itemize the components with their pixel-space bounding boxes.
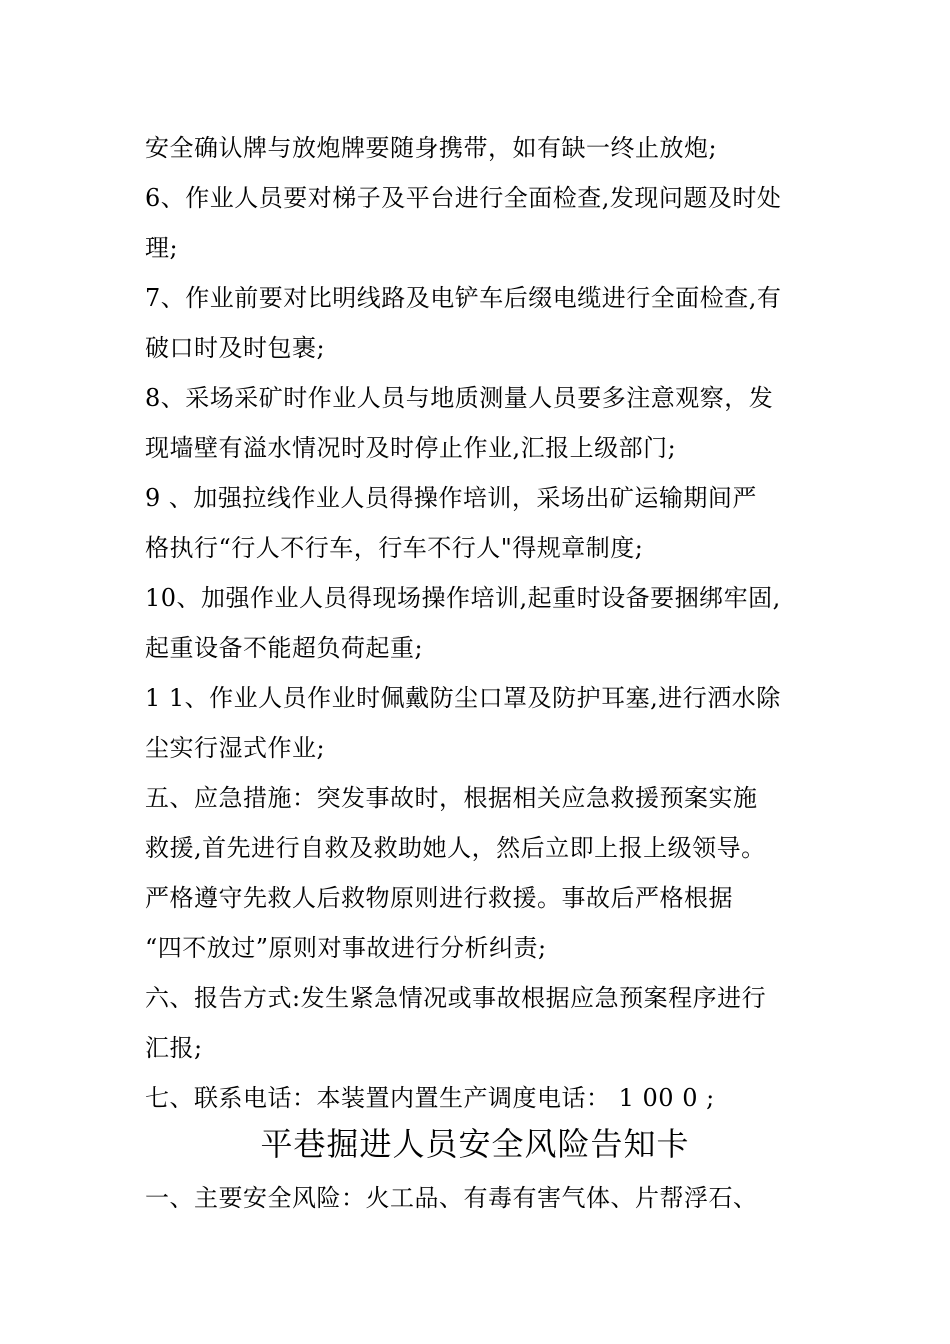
text-line-5: 破口时及时包裹; [145, 334, 326, 362]
text-line-14: 五、应急措施：突发事故时，根据相关应急救援预案实施 [145, 784, 758, 812]
text-line-1: 安全确认牌与放炮牌要随身携带，如有缺一终止放炮; [145, 134, 718, 162]
text-line-20: 七、联系电话：本装置内置生产调度电话： 1 00 0 ; [145, 1084, 715, 1112]
text-line-17: “四不放过”原则对事故进行分析纠责; [145, 934, 547, 962]
text-line-16: 严格遵守先救人后救物原则进行救援。事故后严格根据 [145, 884, 733, 912]
text-line-6: 8、采场采矿时作业人员与地质测量人员要多注意观察，发 [145, 384, 774, 412]
text-line-18: 六、报告方式:发生紧急情况或事故根据应急预案程序进行 [145, 984, 767, 1012]
text-line-11: 起重设备不能超负荷起重; [145, 634, 424, 662]
text-line-15: 救援,首先进行自救及救助她人，然后立即上报上级领导。 [145, 834, 766, 862]
text-line-7: 现墙壁有溢水情况时及时停止作业,汇报上级部门; [145, 434, 677, 462]
text-line-10: 10、加强作业人员得现场操作培训,起重时设备要捆绑牢固, [145, 584, 781, 612]
section-title: 平巷掘进人员安全风险告知卡 [260, 1125, 690, 1163]
text-line-8: 9 、加强拉线作业人员得操作培训，采场出矿运输期间严 [145, 484, 757, 512]
text-line-21: 一、主要安全风险：火工品、有毒有害气体、片帮浮石、 [145, 1184, 758, 1212]
text-line-2: 6、作业人员要对梯子及平台进行全面检查,发现问题及时处 [145, 184, 782, 212]
text-line-3: 理; [145, 234, 179, 262]
text-line-13: 尘实行湿式作业; [145, 734, 326, 762]
text-line-4: 7、作业前要对比明线路及电铲车后缀电缆进行全面检查,有 [145, 284, 782, 312]
text-line-19: 汇报; [145, 1034, 203, 1062]
text-line-9: 格执行“行人不行车，行车不行人"得规章制度; [145, 534, 644, 562]
text-line-12: 1 1、作业人员作业时佩戴防尘口罩及防护耳塞,进行洒水除 [145, 684, 781, 712]
